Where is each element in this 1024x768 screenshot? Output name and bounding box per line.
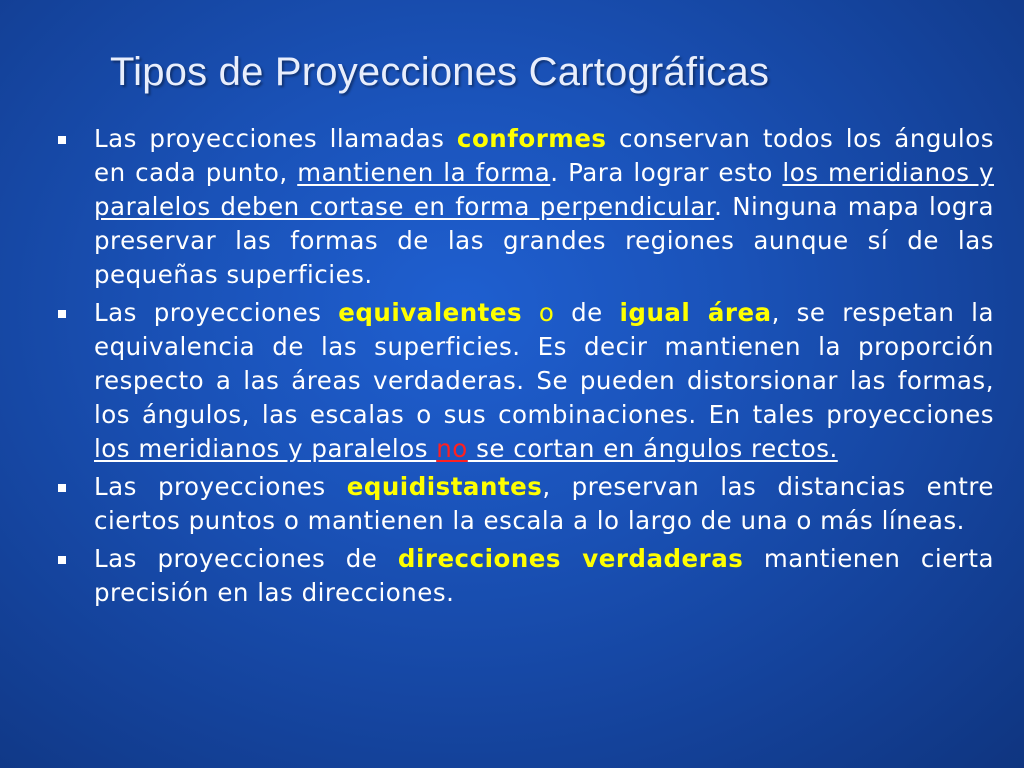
square-bullet-icon: [58, 310, 66, 318]
keyword-direcciones-verdaderas: direcciones verdaderas: [397, 544, 744, 573]
underlined-phrase: los meridianos y paralelos: [94, 434, 437, 463]
keyword-igual-area: igual área: [619, 298, 772, 327]
bullet-text: , se respetan la equivalencia de las superficies. Es decir mantienen la proporción respecto a las áreas verdaderas. Se pueden distorsionar las formas, los ángulos, las escalas o sus combinaciones. En tales proyecciones: [94, 298, 994, 429]
underlined-phrase: los meridianos y paralelos deben cortase en forma perpendicular: [94, 158, 994, 221]
keyword-equidistantes: equidistantes: [346, 472, 543, 501]
bullet-text: . Ninguna mapa logra preservar las formas de las grandes regiones aunque sí de las pequeñas superficies.: [94, 192, 994, 289]
underlined-phrase: mantienen la forma: [297, 158, 551, 187]
emphasis-no: no: [436, 434, 468, 463]
square-bullet-icon: [58, 136, 66, 144]
bullet-text: Las proyecciones: [94, 472, 347, 501]
bullet-text: mantienen cierta precisión en las direcciones.: [94, 544, 994, 607]
bullet-text: Las proyecciones de: [94, 544, 398, 573]
bullet-item-direcciones-verdaderas: [52, 542, 994, 610]
bullet-text: Las proyecciones llamadas: [94, 124, 457, 153]
square-bullet-icon: [58, 484, 66, 492]
bullet-item-conformes: [52, 122, 994, 292]
bullet-text: , preservan las distancias entre ciertos puntos o mantienen la escala a lo largo de una o más líneas.: [94, 472, 994, 535]
keyword-conformes: conformes: [456, 124, 607, 153]
underlined-phrase: se cortan en ángulos rectos.: [467, 434, 838, 463]
square-bullet-icon: [58, 556, 66, 564]
slide-title: Tipos de Proyecciones Cartográficas: [110, 50, 770, 94]
bullet-text: conservan todos los ángulos en cada punto,: [94, 124, 994, 187]
keyword-equivalentes: equivalentes: [338, 298, 523, 327]
bullet-item-equidistantes: [52, 470, 994, 538]
bullet-item-equivalentes: [52, 296, 994, 466]
bullet-text: . Para lograr esto: [550, 158, 783, 187]
bullet-text: de: [571, 298, 620, 327]
bullet-text: Las proyecciones: [94, 298, 339, 327]
bullet-list: [52, 122, 994, 614]
connector-o: o: [522, 298, 572, 327]
